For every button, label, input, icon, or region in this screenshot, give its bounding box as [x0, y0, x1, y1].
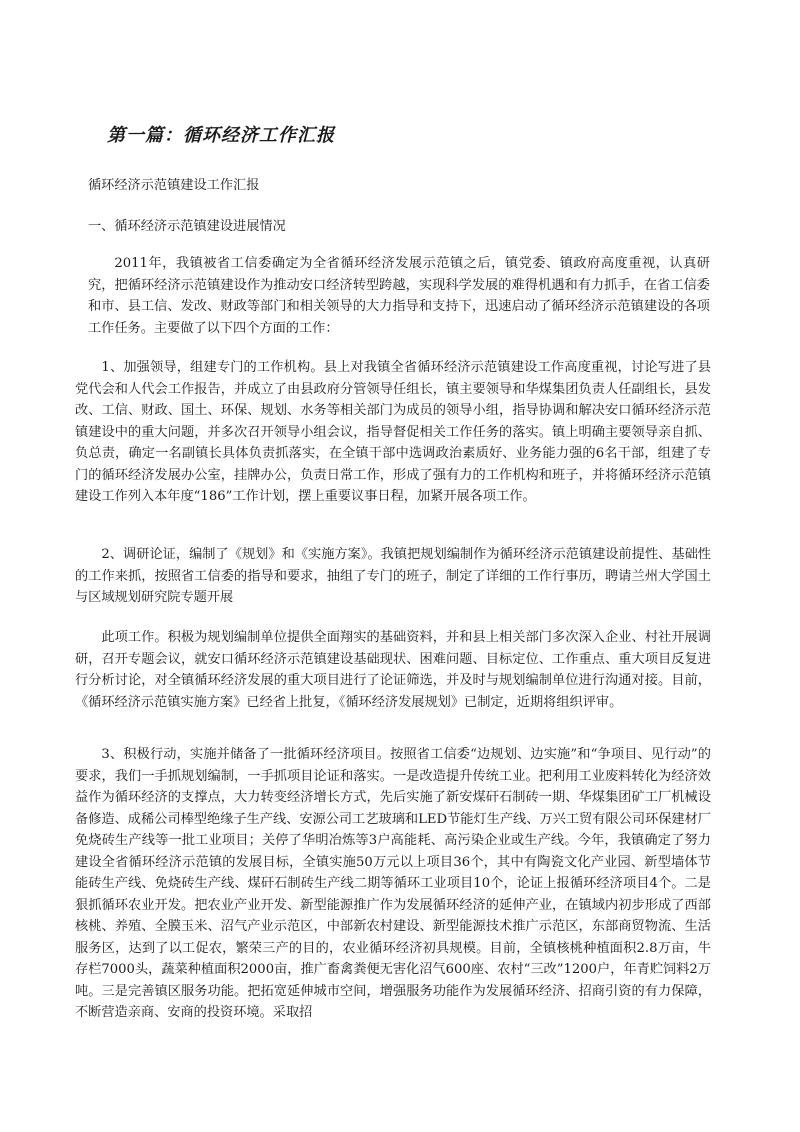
document-subtitle: 循环经济示范镇建设工作汇报 [88, 178, 260, 193]
paragraph-item-2-continued: 此项工作。积极为规划编制单位提供全面翔实的基础资料，并和县上相关部门多次深入企业、村社开展调研，召开专题会议，就安口循环经济示范镇建设基础现状、困难问题、目标定位、工作重点、重大项目反复进行分析讨论，对全镇循环经济发展的重大项目进行了论证筛选，并及时与规划编制单位进行沟通对接。目前，《循环经济示范镇实施方案》已经省上批复，《循环经济发展规划》已制定，近期将组织评审。 [75, 630, 711, 710]
paragraph-item-3: 3、积极行动，实施并储备了一批循环经济项目。按照省工信委“边规划、边实施”和“争项目、见行动”的要求，我们一手抓规划编制，一手抓项目论证和落实。一是改造提升传统工业。把利用工业废料转化为经济效益作为循环经济的支撑点，大力转变经济增长方式，先后实施了新安煤矸石制砖一期、华煤集团矿工厂机械设备修造、成稀公司棒型绝缘子生产线、安源公司工艺玻璃和LED节能灯生产线、万兴工贸有限公司环保建材厂免烧砖生产线等一批工业项目；关停了华明冶炼等3户高能耗、高污染企业或生产线。今年，我镇确定了努力建设全省循环经济示范镇的发展目标，全镇实施50万元以上项目36个，其中有陶瓷文化产业园、新型墙体节能砖生产线、免烧砖生产线、煤矸石制砖生产线二期等循环工业项目10个，论证上报循环经济项目4个。二是狠抓循环农业开发。把农业产业开发、新型能源推广作为发展循环经济的延伸产业，在镇域内初步形成了西部核桃、养殖、全膜玉米、沼气产业示范区，中部新农村建设、新型能源技术推广示范区，东部商贸物流、生活服务区，达到了以工促农，繁荣三产的目的，农业循环经济初具规模。目前，全镇核桃种植面积2.8万亩，牛存栏7000头，蔬菜种植面积2000亩，推广畜禽粪便无害化沼气600座、农村“三改”1200户，年青贮饲料2万吨。三是完善镇区服务功能。把拓宽延伸城市空间，增强服务功能作为发展循环经济、招商引资的有力保障，不断营造亲商、安商的投资环境。采取招 [75, 747, 711, 1020]
paragraph-item-1: 1、加强领导，组建专门的工作机构。县上对我镇全省循环经济示范镇建设工作高度重视，讨论写进了县党代会和人代会工作报告，并成立了由县政府分管领导任组长，镇主要领导和华煤集团负责人任副组长，县发改、工信、财政、国土、环保、规划、水务等相关部门为成员的领导小组，指导协调和解决安口循环经济示范镇建设中的重大问题，并多次召开领导小组会议，指导督促相关工作任务的落实。镇上明确主要领导亲自抓、负总责，确定一名副镇长具体负责抓落实，在全镇干部中选调政治素质好、业务能力强的6名干部，组建了专门的循环经济发展办公室，挂牌办公，负责日常工作，形成了强有力的工作机构和班子，并将循环经济示范镇建设工作列入本年度“186”工作计划，摆上重要议事日程，加紧开展各项工作。 [75, 360, 711, 504]
document-title: 第一篇：循环经济工作汇报 [107, 125, 335, 146]
section-heading: 一、循环经济示范镇建设进展情况 [88, 219, 286, 234]
paragraph-intro: 2011年，我镇被省工信委确定为全省循环经济发展示范镇之后，镇党委、镇政府高度重视，认真研究，把循环经济示范镇建设作为推动安口经济转型跨越，实现科学发展的难得机遇和有力抓手，在省工信委和市、县工信、发改、财政等部门和相关领导的大力指导和支持下，迅速启动了循环经济示范镇建设的各项工作任务。主要做了以下四个方面的工作： [88, 256, 710, 336]
paragraph-item-2: 2、调研论证，编制了《规划》和《实施方案》。我镇把规划编制作为循环经济示范镇建设前提性、基础性的工作来抓，按照省工信委的指导和要求，抽组了专门的班子，制定了详细的工作行事历，聘请兰州大学国土与区域规划研究院专题开展 [75, 547, 711, 605]
